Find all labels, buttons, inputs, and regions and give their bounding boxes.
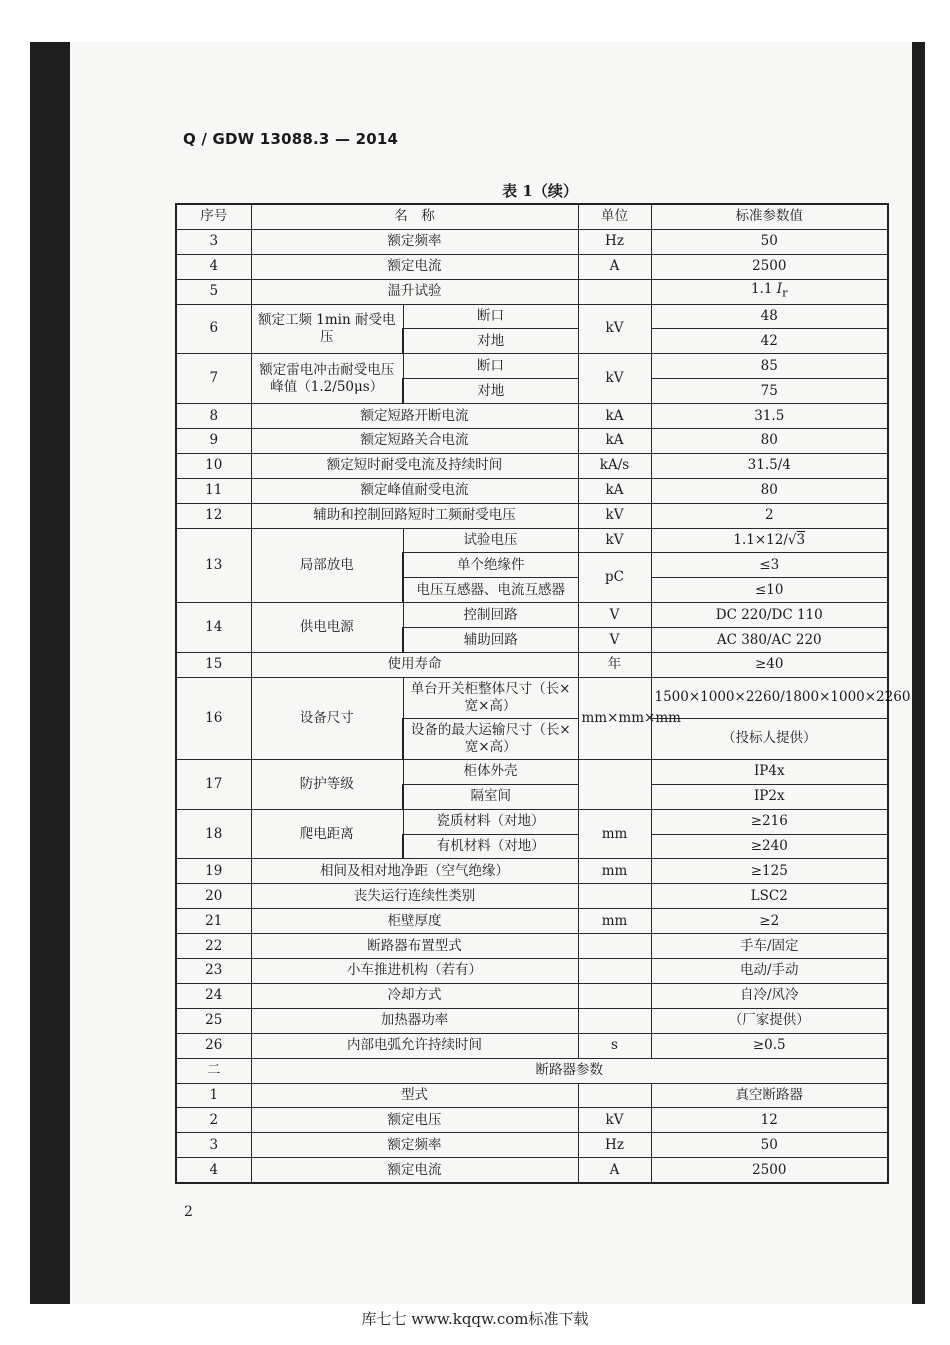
table-row xyxy=(176,677,888,718)
row-name: 防护等级 xyxy=(251,759,403,809)
row-subname: 试验电压 xyxy=(403,528,578,553)
row-value: 75 xyxy=(651,379,888,404)
row-unit xyxy=(578,934,651,959)
row-unit: kV xyxy=(578,1108,651,1133)
row-value: 真空断路器 xyxy=(651,1083,888,1108)
row-name: 额定工频 1min 耐受电压 xyxy=(251,304,403,354)
row-unit: mm xyxy=(578,909,651,934)
header-value: 标准参数值 xyxy=(651,204,888,229)
row-seq: 25 xyxy=(176,1008,251,1033)
row-subname: 电压互感器、电流互感器 xyxy=(403,578,578,603)
row-unit xyxy=(578,279,651,304)
row-seq: 12 xyxy=(176,503,251,528)
row-unit xyxy=(578,1008,651,1033)
row-name: 冷却方式 xyxy=(251,983,578,1008)
table-row xyxy=(176,759,888,784)
row-subname: 辅助回路 xyxy=(403,628,578,653)
row-value: ≥0.5 xyxy=(651,1033,888,1058)
table-row xyxy=(176,1033,888,1058)
row-unit xyxy=(578,759,651,809)
table-row xyxy=(176,304,888,329)
row-name: 额定短时耐受电流及持续时间 xyxy=(251,453,578,478)
standard-code-header: Q / GDW 13088.3 — 2014 xyxy=(183,130,399,148)
row-seq: 14 xyxy=(176,603,251,653)
row-value: LSC2 xyxy=(651,884,888,909)
row-value: 电动/手动 xyxy=(651,959,888,984)
row-unit: kV xyxy=(578,503,651,528)
row-seq: 26 xyxy=(176,1033,251,1058)
row-value: 48 xyxy=(651,304,888,329)
row-seq: 22 xyxy=(176,934,251,959)
row-unit xyxy=(578,983,651,1008)
row-name: 相间及相对地净距（空气绝缘） xyxy=(251,859,578,884)
row-unit: kV xyxy=(578,528,651,553)
table-row xyxy=(176,959,888,984)
row-name: 加热器功率 xyxy=(251,1008,578,1033)
row-seq: 3 xyxy=(176,1133,251,1158)
header-seq: 序号 xyxy=(176,204,251,229)
row-value: 2500 xyxy=(651,254,888,279)
row-value: 12 xyxy=(651,1108,888,1133)
table-row xyxy=(176,1108,888,1133)
row-seq: 2 xyxy=(176,1108,251,1133)
row-value: （投标人提供） xyxy=(651,718,888,759)
row-value: ≥125 xyxy=(651,859,888,884)
row-value: （厂家提供） xyxy=(651,1008,888,1033)
row-subname: 单台开关柜整体尺寸（长×宽×高） xyxy=(403,677,578,718)
header-unit: 单位 xyxy=(578,204,651,229)
table-row xyxy=(176,859,888,884)
row-value: 1500×1000×2260/1800×1000×2260 xyxy=(651,677,888,718)
row-value: 1.1×12/√3 xyxy=(651,528,888,553)
row-value: 自冷/风冷 xyxy=(651,983,888,1008)
row-value: 50 xyxy=(651,1133,888,1158)
row-seq: 18 xyxy=(176,809,251,859)
parameter-table xyxy=(175,203,911,1184)
header-name: 名 称 xyxy=(251,204,578,229)
row-unit: mm xyxy=(578,859,651,884)
row-unit: s xyxy=(578,1033,651,1058)
row-value: 2500 xyxy=(651,1158,888,1183)
row-value: ≥40 xyxy=(651,653,888,678)
table-row xyxy=(176,429,888,454)
section-seq: 二 xyxy=(176,1058,251,1083)
row-name: 额定频率 xyxy=(251,1133,578,1158)
row-name: 额定频率 xyxy=(251,229,578,254)
row-name: 设备尺寸 xyxy=(251,677,403,759)
row-unit xyxy=(578,1083,651,1108)
row-unit: kV xyxy=(578,304,651,354)
row-seq: 17 xyxy=(176,759,251,809)
row-value: 42 xyxy=(651,329,888,354)
row-value: ≤10 xyxy=(651,578,888,603)
row-unit: kA xyxy=(578,478,651,503)
row-value: ≤3 xyxy=(651,553,888,578)
row-subname: 对地 xyxy=(403,329,578,354)
row-seq: 9 xyxy=(176,429,251,454)
row-unit: Hz xyxy=(578,229,651,254)
table-row xyxy=(176,809,888,834)
row-seq: 10 xyxy=(176,453,251,478)
row-unit: mm xyxy=(578,809,651,859)
row-seq: 8 xyxy=(176,404,251,429)
row-subname: 单个绝缘件 xyxy=(403,553,578,578)
row-unit: mm×mm×mm xyxy=(578,677,651,759)
table-row xyxy=(176,909,888,934)
table-row xyxy=(176,934,888,959)
footer-watermark-text: 库七七 www.kqqw.com标准下载 xyxy=(361,1310,589,1328)
table-row xyxy=(176,1158,888,1183)
page-number: 2 xyxy=(184,1204,193,1220)
row-value: DC 220/DC 110 xyxy=(651,603,888,628)
row-name: 断路器布置型式 xyxy=(251,934,578,959)
row-value: 50 xyxy=(651,229,888,254)
row-value: AC 380/AC 220 xyxy=(651,628,888,653)
row-name: 额定雷电冲击耐受电压峰值（1.2/50μs） xyxy=(251,354,403,404)
row-seq: 4 xyxy=(176,1158,251,1183)
row-subname: 断口 xyxy=(403,354,578,379)
table-row xyxy=(176,1083,888,1108)
row-seq: 21 xyxy=(176,909,251,934)
row-unit: V xyxy=(578,603,651,628)
row-value: 31.5/4 xyxy=(651,453,888,478)
row-name: 额定电压 xyxy=(251,1108,578,1133)
row-name: 局部放电 xyxy=(251,528,403,603)
row-value: 1.1 $I_r$ xyxy=(651,279,888,304)
row-value: 31.5 xyxy=(651,404,888,429)
table-row xyxy=(176,478,888,503)
section-row xyxy=(176,1058,888,1083)
row-value: 80 xyxy=(651,429,888,454)
row-value: ≥2 xyxy=(651,909,888,934)
row-unit: A xyxy=(578,1158,651,1183)
table-row xyxy=(176,354,888,379)
table-row xyxy=(176,653,888,678)
row-seq: 11 xyxy=(176,478,251,503)
row-seq: 3 xyxy=(176,229,251,254)
row-value: 80 xyxy=(651,478,888,503)
row-unit: pC xyxy=(578,553,651,603)
row-name: 辅助和控制回路短时工频耐受电压 xyxy=(251,503,578,528)
row-name: 温升试验 xyxy=(251,279,578,304)
row-value: ≥240 xyxy=(651,834,888,859)
row-name: 丧失运行连续性类别 xyxy=(251,884,578,909)
row-value: 2 xyxy=(651,503,888,528)
table-row xyxy=(176,229,888,254)
row-value: IP2x xyxy=(651,784,888,809)
row-subname: 断口 xyxy=(403,304,578,329)
row-subname: 控制回路 xyxy=(403,603,578,628)
row-name: 额定电流 xyxy=(251,254,578,279)
row-seq: 13 xyxy=(176,528,251,603)
row-seq: 15 xyxy=(176,653,251,678)
row-value: IP4x xyxy=(651,759,888,784)
row-name: 型式 xyxy=(251,1083,578,1108)
row-subname: 有机材料（对地） xyxy=(403,834,578,859)
table-row xyxy=(176,1133,888,1158)
row-subname: 瓷质材料（对地） xyxy=(403,809,578,834)
table-row xyxy=(176,254,888,279)
row-name: 额定短路开断电流 xyxy=(251,404,578,429)
table-row xyxy=(176,528,888,553)
row-seq: 1 xyxy=(176,1083,251,1108)
row-name: 柜壁厚度 xyxy=(251,909,578,934)
row-unit xyxy=(578,959,651,984)
row-unit: Hz xyxy=(578,1133,651,1158)
row-name: 供电电源 xyxy=(251,603,403,653)
row-seq: 7 xyxy=(176,354,251,404)
row-name: 额定电流 xyxy=(251,1158,578,1183)
row-subname: 柜体外壳 xyxy=(403,759,578,784)
table-row xyxy=(176,453,888,478)
row-unit: A xyxy=(578,254,651,279)
row-unit: kA xyxy=(578,429,651,454)
row-subname: 对地 xyxy=(403,379,578,404)
row-unit xyxy=(578,884,651,909)
table-row xyxy=(176,503,888,528)
row-unit: kV xyxy=(578,354,651,404)
row-unit: kA xyxy=(578,404,651,429)
row-seq: 5 xyxy=(176,279,251,304)
section-title: 断路器参数 xyxy=(251,1058,888,1083)
row-name: 爬电距离 xyxy=(251,809,403,859)
row-name: 小车推进机构（若有） xyxy=(251,959,578,984)
row-seq: 20 xyxy=(176,884,251,909)
row-seq: 16 xyxy=(176,677,251,759)
row-seq: 4 xyxy=(176,254,251,279)
table-row xyxy=(176,404,888,429)
table-row xyxy=(176,279,888,304)
row-name: 额定峰值耐受电流 xyxy=(251,478,578,503)
row-unit: V xyxy=(578,628,651,653)
table-header-row xyxy=(176,204,888,229)
table-row xyxy=(176,603,888,628)
table-caption: 表 1（续） xyxy=(502,182,578,200)
row-name: 使用寿命 xyxy=(251,653,578,678)
table-row xyxy=(176,983,888,1008)
row-name: 额定短路关合电流 xyxy=(251,429,578,454)
row-seq: 23 xyxy=(176,959,251,984)
row-value: 85 xyxy=(651,354,888,379)
row-unit: 年 xyxy=(578,653,651,678)
row-value: 手车/固定 xyxy=(651,934,888,959)
table-row xyxy=(176,1008,888,1033)
row-seq: 6 xyxy=(176,304,251,354)
table-row xyxy=(176,884,888,909)
row-subname: 设备的最大运输尺寸（长×宽×高） xyxy=(403,718,578,759)
row-value: ≥216 xyxy=(651,809,888,834)
row-seq: 24 xyxy=(176,983,251,1008)
row-unit: kA/s xyxy=(578,453,651,478)
row-name: 内部电弧允许持续时间 xyxy=(251,1033,578,1058)
row-subname: 隔室间 xyxy=(403,784,578,809)
row-seq: 19 xyxy=(176,859,251,884)
